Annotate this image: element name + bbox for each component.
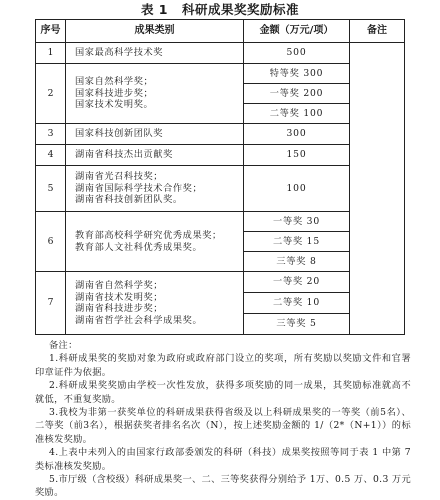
table-row bbox=[36, 64, 405, 84]
table-row bbox=[36, 212, 405, 232]
award-standards-table bbox=[35, 19, 405, 335]
row-number: 3 bbox=[36, 124, 66, 145]
remark-cell bbox=[350, 43, 405, 335]
row-number: 4 bbox=[36, 145, 66, 166]
award-amount: 三等奖 5 bbox=[244, 314, 350, 335]
award-category: 湖南省自然科学奖； 湖南省技术发明奖； 湖南省科技进步奖； 湖南省哲学社会科学成果奖。 bbox=[66, 272, 244, 335]
award-amount: 二等奖 10 bbox=[244, 293, 350, 314]
award-category: 教育部高校科学研究优秀成果奖； 教育部人文社科优秀成果奖。 bbox=[66, 212, 244, 272]
header-amount: 金额（万元/项） bbox=[244, 20, 350, 43]
award-category: 湖南省光召科技奖； 湖南省国际科学技术合作奖； 湖南省科技创新团队奖。 bbox=[66, 166, 244, 212]
header-no: 序号 bbox=[36, 20, 66, 43]
award-category: 国家自然科学奖； 国家科技进步奖； 国家技术发明奖。 bbox=[66, 64, 244, 124]
table-row bbox=[36, 43, 405, 64]
table-caption bbox=[0, 2, 440, 18]
award-amount: 500 bbox=[244, 43, 350, 64]
note-item: 2.科研成果奖奖励由学校一次性发放，获得多项奖励的同一成果，其奖励标准就高不就低，不重复奖励。 bbox=[35, 380, 411, 405]
award-category: 国家最高科学技术奖 bbox=[66, 43, 244, 64]
table-number: 表 1 bbox=[140, 2, 169, 17]
award-category: 国家科技创新团队奖 bbox=[66, 124, 244, 145]
row-number: 1 bbox=[36, 43, 66, 64]
notes-section bbox=[35, 339, 411, 500]
award-amount: 一等奖 200 bbox=[244, 84, 350, 104]
table-title: 科研成果奖奖励标准 bbox=[182, 2, 300, 17]
header-remark: 备注 bbox=[350, 20, 405, 43]
row-number: 7 bbox=[36, 272, 66, 335]
award-amount: 二等奖 100 bbox=[244, 104, 350, 124]
note-item: 5.市厅级（含校级）科研成果奖一、二、三等奖获得分别给予 1万、0.5 万、0.3 万元奖励。 bbox=[35, 474, 411, 499]
award-amount: 特等奖 300 bbox=[244, 64, 350, 84]
award-amount: 300 bbox=[244, 124, 350, 145]
row-number: 5 bbox=[36, 166, 66, 212]
table-row bbox=[36, 145, 405, 166]
award-amount: 一等奖 20 bbox=[244, 272, 350, 293]
award-amount: 150 bbox=[244, 145, 350, 166]
table-row bbox=[36, 166, 405, 212]
table-row bbox=[36, 124, 405, 145]
row-number: 6 bbox=[36, 212, 66, 272]
award-amount: 三等奖 8 bbox=[244, 252, 350, 272]
award-amount: 二等奖 15 bbox=[244, 232, 350, 252]
table-header-row bbox=[36, 20, 405, 43]
header-category: 成果类别 bbox=[66, 20, 244, 43]
award-amount: 一等奖 30 bbox=[244, 212, 350, 232]
award-amount: 100 bbox=[244, 166, 350, 212]
note-item: 3.我校为非第一获奖单位的科研成果获得省级及以上科研成果奖的一等奖（前5名）、二等奖（前3名），根据获奖者排名名次（N），按上述奖励金额的 1/（2*（N+1））的标准核发奖励。 bbox=[35, 407, 411, 445]
table-row bbox=[36, 272, 405, 293]
note-item: 4.上表中未列入的由国家行政部委颁发的科研（科技）成果奖按照等同于表 1 中第 7 类标准核发奖励。 bbox=[35, 447, 411, 472]
row-number: 2 bbox=[36, 64, 66, 124]
award-category: 湖南省科技杰出贡献奖 bbox=[66, 145, 244, 166]
note-item: 1.科研成果奖的奖励对象为政府或政府部门设立的奖项，所有奖励以奖励文件和官署印章证件为依据。 bbox=[35, 353, 411, 378]
notes-heading: 备注： bbox=[49, 340, 78, 351]
